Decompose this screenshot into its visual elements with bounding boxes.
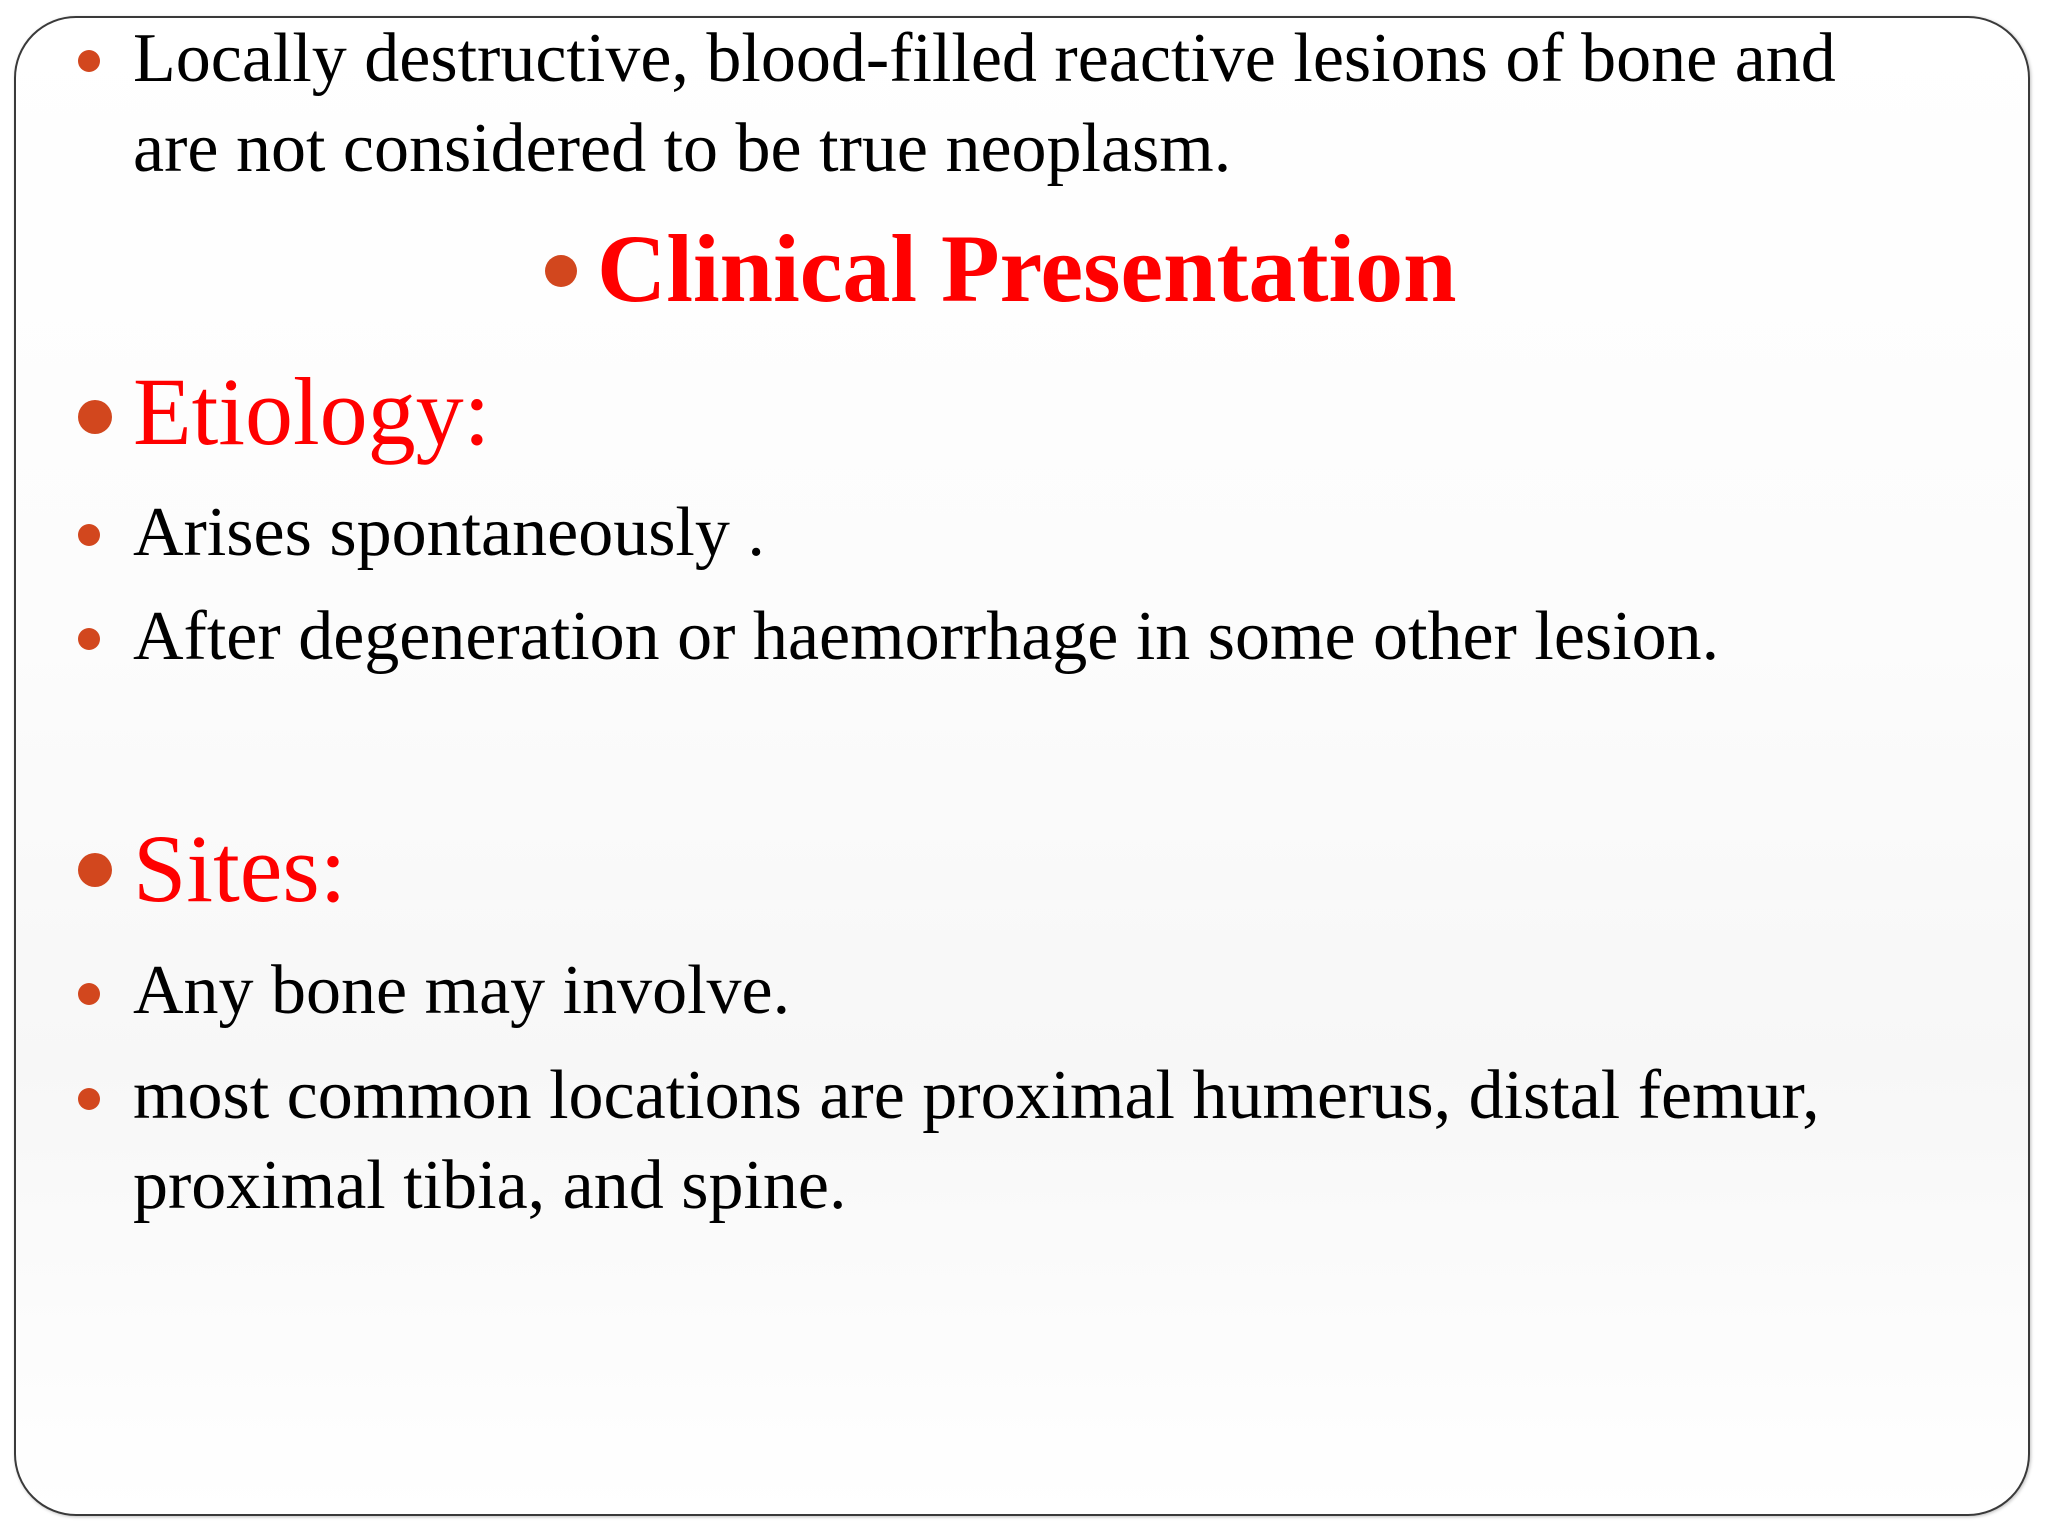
bullet-icon — [78, 50, 100, 72]
intro-line-2: are not considered to be true neoplasm. — [133, 110, 1232, 187]
bullet-icon — [78, 400, 112, 434]
bullet-icon — [78, 628, 100, 650]
bullet-icon — [78, 853, 112, 887]
clinical-presentation-heading: Clinical Presentation — [597, 215, 1457, 322]
bullet-icon — [78, 983, 100, 1005]
sites-heading: Sites: — [133, 815, 347, 922]
etiology-heading: Etiology: — [133, 358, 491, 465]
bullet-icon — [78, 1088, 100, 1110]
sites-item-line-2: proximal tibia, and spine. — [133, 1147, 847, 1224]
sites-item: Any bone may involve. — [133, 952, 791, 1029]
etiology-item: Arises spontaneously . — [133, 494, 765, 571]
bullet-icon — [78, 524, 100, 546]
etiology-item: After degeneration or haemorrhage in some other lesion. — [133, 598, 1720, 675]
bullet-icon — [545, 255, 577, 287]
sites-item-line-1: most common locations are proximal humerus, distal femur, — [133, 1057, 1820, 1134]
intro-line-1: Locally destructive, blood-filled reactive lesions of bone and — [133, 20, 1836, 97]
